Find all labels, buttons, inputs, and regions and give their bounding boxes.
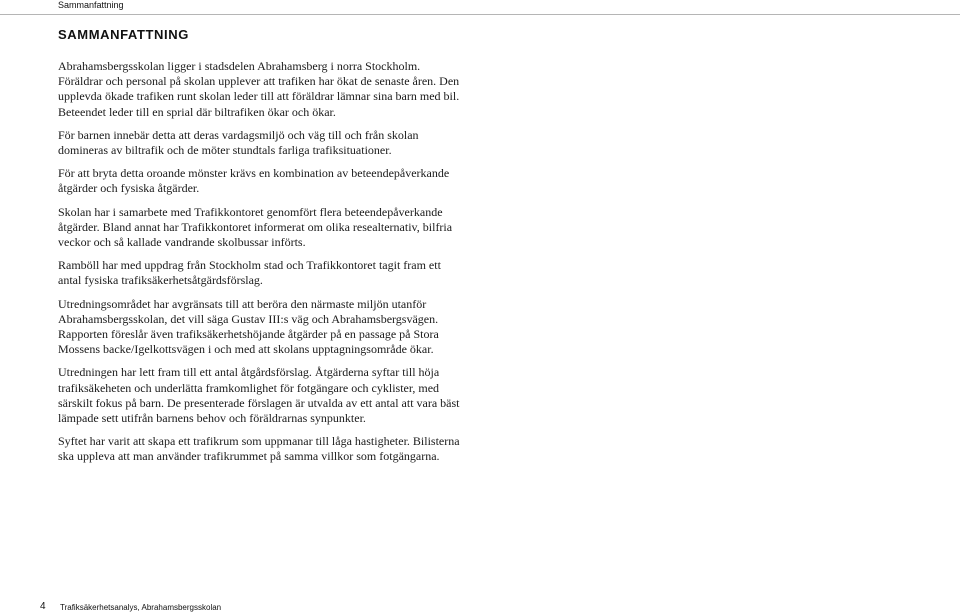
text-line: trafiksäkeheten och underlätta framkomlighet för fotgängare och cyklister, med (58, 380, 440, 395)
text-line: Skolan har i samarbete med Trafikkontoret genomfört flera beteendepåverkande (58, 204, 443, 219)
text-line: åtgärder och fysiska åtgärder. (58, 181, 200, 196)
paragraph-7 (58, 365, 468, 426)
paragraph-4 (58, 205, 468, 251)
paragraph-2 (58, 128, 468, 158)
text-line: veckor och så kallade vandrande skolbussar införts. (58, 235, 306, 250)
text-line: Föräldrar och personal på skolan upplever att trafiken har ökat de senaste åren. Den (58, 74, 460, 89)
text-line: Utredningen har lett fram till ett antal åtgårdsförslag. Åtgärderna syftar till höja (58, 365, 440, 380)
footer-document-title: Trafiksäkerhetsanalys, Abrahamsbergsskolan (60, 603, 222, 612)
text-line: Abrahamsbergsskolan ligger i stadsdelen Abrahamsberg i norra Stockholm. (58, 59, 421, 73)
text-line: Ramböll har med uppdrag från Stockholm stad och Trafikkontoret tagit fram ett (58, 258, 441, 273)
text-line: För att bryta detta oroande mönster krävs en kombination av beteendepåverkande (58, 166, 450, 181)
text-line: antal fysiska trafiksäkerhetsåtgärdsförslag. (58, 273, 263, 288)
page-number: 4 (40, 601, 46, 612)
header-divider (0, 14, 960, 15)
text-line: Beteendet leder till en sprial där biltrafiken ökar och ökar. (58, 104, 336, 119)
paragraph-1 (58, 59, 468, 120)
text-line: lämpade sett utifrån barnens behov och föräldrarnas synpunkter. (58, 411, 366, 426)
text-line: Utredningsområdet har avgränsats till att beröra den närmaste miljön utanför (58, 296, 427, 311)
paragraph-3 (58, 166, 468, 196)
text-line: ska uppleva att man använder trafikrummet på samma villkor som fotgängarna. (58, 449, 440, 464)
text-line: För barnen innebär detta att deras vardagsmiljö och väg till och från skolan (58, 127, 419, 142)
text-line: åtgärder. Bland annat har Trafikkontoret informerat om olika resealternativ, bilfria (58, 219, 453, 234)
text-line: Rapporten föreslår även trafiksäkerhetshöjande åtgärder på en passage på Stora (58, 327, 439, 342)
text-line: upplevda ökade trafiken runt skolan leder till att föräldrar lämnar sina barn med bil. (58, 89, 460, 104)
summary-body (58, 59, 468, 473)
running-header: Sammanfattning (58, 0, 124, 10)
text-line: Abrahamsbergsskolan, det vill säga Gustav III:s väg och Abrahamsbergsvägen. (58, 311, 439, 326)
text-line: domineras av biltrafik och de möter stundtals farliga trafiksituationer. (58, 143, 392, 158)
paragraph-6 (58, 297, 468, 358)
paragraph-8 (58, 434, 468, 464)
section-title: SAMMANFATTNING (58, 27, 189, 42)
text-line: Mossens backe/Igelkottsvägen i och med att skolans upptagningsområde ökar. (58, 342, 434, 357)
text-line: Syftet har varit att skapa ett trafikrum som uppmanar till låga hastigheter. Bilisterna (58, 434, 460, 449)
text-line: särskilt fokus på barn. De presenterade förslagen är utvalda av ett antal att vara bäst (58, 395, 460, 410)
paragraph-5 (58, 258, 468, 288)
